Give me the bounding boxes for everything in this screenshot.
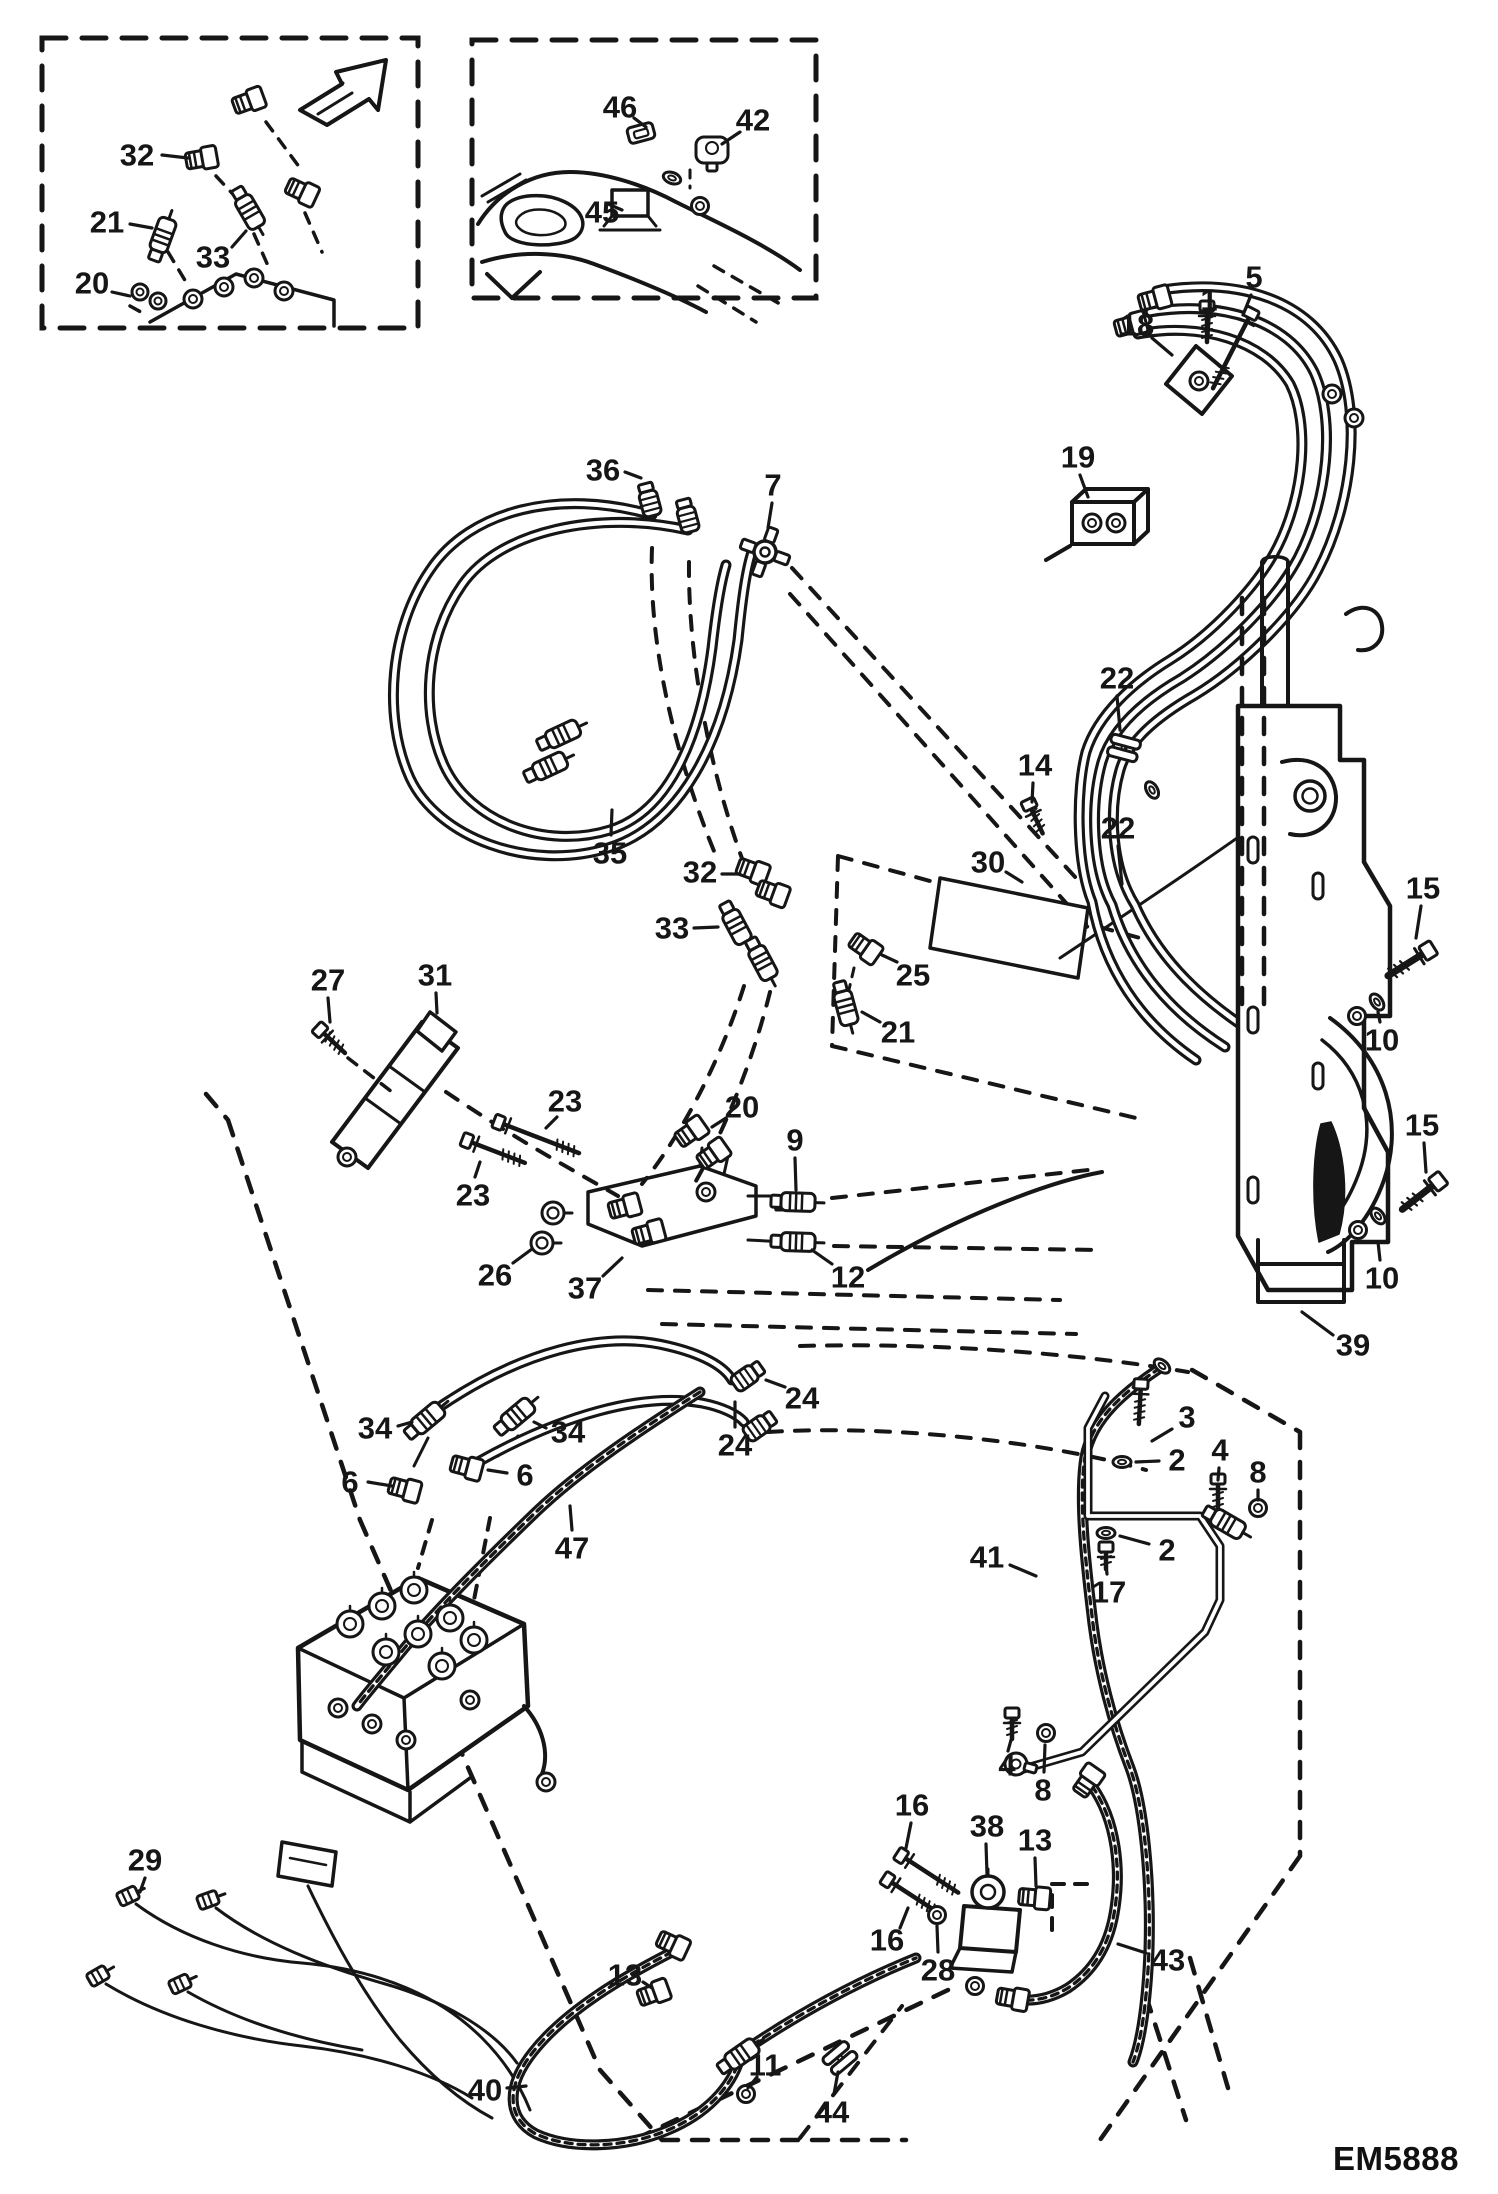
harness-wire bbox=[308, 1886, 492, 2118]
part-washer-icon bbox=[662, 170, 683, 186]
leader-line bbox=[1378, 1012, 1380, 1022]
callout-29: 29 bbox=[127, 1842, 163, 1878]
part-nut-icon bbox=[1349, 1008, 1366, 1025]
callout-2: 2 bbox=[1168, 1442, 1186, 1478]
part-port-icon bbox=[1323, 385, 1341, 403]
leader-line bbox=[1208, 318, 1209, 338]
part-washer-icon bbox=[1113, 1457, 1131, 1468]
leader-line bbox=[1136, 1461, 1159, 1462]
part-screwlong-icon bbox=[311, 1021, 350, 1059]
callout-23: 23 bbox=[547, 1083, 583, 1119]
part-coil-icon bbox=[401, 1572, 427, 1603]
callout-11: 11 bbox=[748, 2047, 782, 2083]
part-port-icon bbox=[329, 1699, 347, 1717]
leader-line bbox=[570, 1506, 572, 1530]
part-coilend-icon bbox=[729, 1359, 766, 1393]
leader-line bbox=[1302, 1312, 1333, 1335]
part-slot-icon bbox=[1248, 1177, 1258, 1203]
part-elbow-icon bbox=[607, 1192, 643, 1221]
leader-line bbox=[768, 503, 772, 528]
part-plug-icon bbox=[531, 1232, 561, 1254]
part-port2-icon bbox=[1295, 781, 1325, 811]
callout-12: 12 bbox=[830, 1259, 866, 1295]
leader-line bbox=[1106, 1564, 1107, 1574]
callout-5: 5 bbox=[1245, 259, 1263, 295]
callout-44: 44 bbox=[814, 2094, 850, 2130]
leader-line bbox=[1152, 338, 1172, 355]
plate-30 bbox=[930, 878, 1088, 978]
callout-45: 45 bbox=[584, 194, 620, 230]
leader-line bbox=[986, 1844, 987, 1874]
callout-21: 21 bbox=[89, 204, 125, 240]
leader-line bbox=[812, 1250, 832, 1264]
callout-39: 39 bbox=[1335, 1327, 1371, 1363]
part-port-icon bbox=[1083, 514, 1101, 532]
callout-17: 17 bbox=[1091, 1574, 1127, 1610]
part-grommet-icon bbox=[132, 284, 166, 309]
part-port-icon bbox=[338, 1148, 356, 1166]
callout-16: 16 bbox=[869, 1922, 905, 1958]
part-inline-icon bbox=[229, 184, 271, 239]
leader-line bbox=[1118, 1944, 1146, 1953]
leader-line bbox=[1152, 1429, 1172, 1441]
harness-wire bbox=[106, 1984, 472, 2098]
callout-6: 6 bbox=[341, 1464, 359, 1500]
callout-41: 41 bbox=[969, 1539, 1005, 1575]
part-elbow-icon bbox=[283, 175, 320, 208]
leader-line bbox=[1035, 1858, 1036, 1886]
part-washer-icon bbox=[1143, 779, 1162, 800]
callout-33: 33 bbox=[195, 239, 231, 275]
callout-10: 10 bbox=[1364, 1260, 1400, 1296]
tank-dashes bbox=[698, 266, 780, 322]
leader-line bbox=[882, 955, 897, 962]
callout-19: 19 bbox=[1060, 439, 1096, 475]
part-inline-icon bbox=[742, 935, 783, 990]
cable bbox=[868, 1172, 1102, 1270]
part-elbow-icon bbox=[1018, 1885, 1051, 1910]
tank-chevron bbox=[487, 272, 540, 298]
part-washer-icon bbox=[1097, 1528, 1115, 1539]
leader-line bbox=[1378, 1242, 1380, 1260]
part-port-icon bbox=[461, 1691, 479, 1709]
projection-dashes bbox=[1052, 1884, 1096, 1930]
leader-line bbox=[368, 1482, 392, 1486]
leader-line bbox=[1010, 1565, 1036, 1576]
leader-line bbox=[1044, 1745, 1045, 1772]
part-inline-icon bbox=[771, 1232, 825, 1252]
leader-line bbox=[906, 1823, 911, 1848]
part-port-icon bbox=[537, 1773, 555, 1791]
part-port-icon bbox=[275, 282, 293, 300]
part-connector-icon bbox=[168, 1970, 199, 1995]
part-screwlong-icon bbox=[1004, 1708, 1020, 1739]
callout-43: 43 bbox=[1150, 1942, 1186, 1978]
hose-40-link bbox=[742, 1958, 916, 2052]
manifold-lever bbox=[524, 1706, 545, 1774]
part-elbow-icon bbox=[995, 1985, 1029, 2012]
projection-dashes bbox=[768, 1345, 1188, 1470]
leader-line bbox=[130, 224, 152, 228]
callout-40: 40 bbox=[467, 2072, 503, 2108]
callout-1: 1 bbox=[1200, 282, 1218, 318]
filler-ring bbox=[501, 196, 583, 245]
part-plug-icon bbox=[542, 1202, 572, 1224]
leader-line bbox=[232, 231, 246, 247]
part-port-icon bbox=[245, 269, 263, 287]
callout-27: 27 bbox=[310, 962, 346, 998]
callout-9: 9 bbox=[786, 1122, 804, 1158]
part-slot-icon bbox=[1248, 837, 1258, 863]
part-bolt-icon bbox=[1397, 1170, 1449, 1216]
clamp-19-bolt bbox=[1046, 546, 1070, 560]
callout-24: 24 bbox=[717, 1427, 753, 1463]
part-nut-icon bbox=[1038, 1725, 1055, 1742]
part-elbow-icon bbox=[846, 930, 884, 966]
direction-arrow-icon bbox=[300, 60, 386, 125]
callout-7: 7 bbox=[764, 467, 782, 503]
part-port-icon bbox=[363, 1715, 381, 1733]
callout-8: 8 bbox=[1249, 1454, 1267, 1490]
callout-2: 2 bbox=[1158, 1532, 1176, 1568]
part-port-icon bbox=[1190, 372, 1208, 390]
leader-line bbox=[625, 472, 641, 478]
part-connector-icon bbox=[196, 1887, 227, 1910]
leader-line bbox=[1218, 1468, 1219, 1480]
leader-line bbox=[937, 1926, 938, 1952]
callout-10: 10 bbox=[1364, 1022, 1400, 1058]
callout-8: 8 bbox=[1034, 1772, 1052, 1808]
part-port-icon bbox=[397, 1731, 415, 1749]
part-inline-icon bbox=[402, 1394, 454, 1442]
manifold-body bbox=[298, 1578, 528, 1790]
leader-line bbox=[1120, 1536, 1149, 1544]
leader-line bbox=[546, 1117, 557, 1128]
tank-outline bbox=[482, 254, 706, 312]
callout-16: 16 bbox=[894, 1787, 930, 1823]
part-nut-icon bbox=[692, 198, 709, 215]
part-elbow-icon bbox=[754, 877, 791, 908]
leader-line bbox=[1006, 872, 1022, 882]
callout-22: 22 bbox=[1099, 660, 1135, 696]
leader-line bbox=[328, 998, 330, 1022]
leader-line bbox=[694, 927, 718, 928]
callout-33: 33 bbox=[654, 910, 690, 946]
part-slot-icon bbox=[1313, 1063, 1323, 1089]
leader-line bbox=[488, 1470, 507, 1473]
figure-code: EM5888 bbox=[1333, 2140, 1459, 2177]
callout-34: 34 bbox=[357, 1410, 393, 1446]
callout-15: 15 bbox=[1404, 1107, 1440, 1143]
leader-line bbox=[1032, 783, 1033, 802]
callout-47: 47 bbox=[554, 1530, 590, 1566]
projection-dashes bbox=[648, 1290, 1076, 1334]
part-elbow-icon bbox=[672, 1114, 710, 1150]
callout-24: 24 bbox=[784, 1380, 820, 1416]
callout-6: 6 bbox=[516, 1457, 534, 1493]
callout-13: 13 bbox=[607, 1957, 643, 1993]
leader-line bbox=[1424, 1143, 1426, 1172]
callout-32: 32 bbox=[119, 137, 155, 173]
part-connector-icon bbox=[86, 1961, 117, 1987]
callout-4: 4 bbox=[1211, 1432, 1229, 1468]
part-slot-icon bbox=[1313, 873, 1323, 899]
callout-20: 20 bbox=[74, 265, 110, 301]
part-port-icon bbox=[1345, 409, 1363, 427]
detail-box-2 bbox=[472, 40, 816, 298]
part-inline-icon bbox=[830, 980, 861, 1036]
leader-line bbox=[795, 1158, 796, 1190]
harness-block bbox=[278, 1842, 336, 1886]
callout-20: 20 bbox=[724, 1089, 760, 1125]
part-port-icon bbox=[697, 1183, 715, 1201]
leader-line bbox=[1416, 906, 1421, 938]
part-elbow-icon bbox=[387, 1474, 423, 1503]
callout-28: 28 bbox=[920, 1952, 956, 1988]
part-elbow-icon bbox=[230, 86, 267, 117]
callout-22: 22 bbox=[1100, 810, 1136, 846]
filler-ring-inner bbox=[516, 210, 565, 236]
leader-line bbox=[862, 1012, 880, 1022]
callout-37: 37 bbox=[567, 1270, 603, 1306]
callout-18: 18 bbox=[1119, 307, 1155, 343]
callout-30: 30 bbox=[970, 844, 1006, 880]
part-nut-icon bbox=[967, 1978, 984, 1995]
leader-line bbox=[112, 292, 130, 296]
part-inline-icon bbox=[535, 715, 591, 754]
callout-38: 38 bbox=[969, 1808, 1005, 1844]
callout-3: 3 bbox=[1178, 1399, 1196, 1435]
callout-13: 13 bbox=[1017, 1822, 1053, 1858]
callout-21: 21 bbox=[880, 1014, 916, 1050]
leader-line bbox=[507, 2086, 526, 2088]
part-elbow-icon bbox=[184, 145, 218, 172]
callout-32: 32 bbox=[682, 854, 718, 890]
callout-31: 31 bbox=[417, 957, 453, 993]
part-slot-icon bbox=[1248, 1007, 1258, 1033]
part-nut-icon bbox=[1250, 1500, 1267, 1517]
bracket-39-hook bbox=[1346, 608, 1382, 650]
part-nut-icon bbox=[929, 1907, 946, 1924]
callout-26: 26 bbox=[477, 1257, 513, 1293]
valve-block-corner bbox=[150, 274, 334, 326]
callout-36: 36 bbox=[585, 452, 621, 488]
part-port-icon bbox=[1107, 514, 1125, 532]
callout-4: 4 bbox=[998, 1747, 1016, 1783]
part-nut-icon bbox=[1350, 1222, 1367, 1239]
leader-line bbox=[475, 1162, 480, 1177]
callout-35: 35 bbox=[592, 835, 628, 871]
leader-line bbox=[611, 810, 612, 835]
part-screwlong-icon bbox=[1131, 1379, 1149, 1425]
leader-line bbox=[766, 1380, 785, 1387]
leader-line bbox=[436, 993, 437, 1013]
part-port-icon bbox=[184, 290, 202, 308]
part-port-icon bbox=[215, 278, 233, 296]
part-nut-icon bbox=[738, 2086, 755, 2103]
leader-line bbox=[513, 1249, 532, 1263]
callout-14: 14 bbox=[1017, 747, 1053, 783]
callout-34: 34 bbox=[550, 1414, 586, 1450]
callout-46: 46 bbox=[602, 89, 638, 125]
solenoid-38-body bbox=[960, 1906, 1020, 1952]
part-inline-icon bbox=[522, 747, 578, 786]
callout-23: 23 bbox=[455, 1177, 491, 1213]
callout-15: 15 bbox=[1405, 870, 1441, 906]
callout-42: 42 bbox=[735, 102, 771, 138]
leader-line bbox=[603, 1258, 622, 1276]
part-inline-icon bbox=[145, 207, 180, 263]
callout-25: 25 bbox=[895, 957, 931, 993]
